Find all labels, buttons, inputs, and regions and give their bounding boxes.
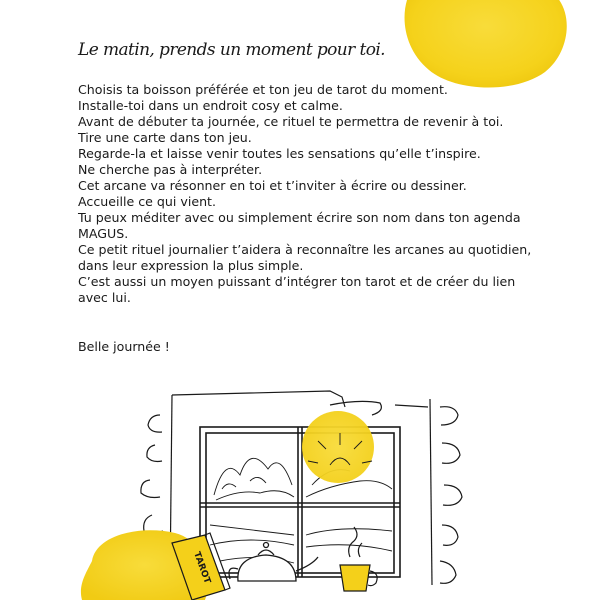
text-line: MAGUS.	[78, 226, 129, 241]
text-line: Tire une carte dans ton jeu.	[78, 130, 252, 145]
teapot	[229, 543, 318, 582]
text-line: Choisis ta boisson préférée et ton jeu de tarot du moment.	[78, 82, 448, 97]
yellow-watercolor-blob-top	[395, 0, 600, 95]
text-line: Avant de débuter ta journée, ce rituel te permettra de revenir à toi.	[78, 114, 504, 129]
text-line: Cet arcane va résonner en toi et t’inviter à écrire ou dessiner.	[78, 178, 467, 193]
yellow-sun-watercolor	[302, 411, 374, 483]
text-line: Ne cherche pas à interpréter.	[78, 162, 263, 177]
text-line: Accueille ce qui vient.	[78, 194, 216, 209]
window-illustration	[0, 385, 600, 600]
text-line: dans leur expression la plus simple.	[78, 258, 304, 273]
page-title: Le matin, prends un moment pour toi.	[78, 40, 385, 60]
book-label: TAROT	[191, 550, 212, 586]
text-line: Ce petit rituel journalier t’aidera à reconnaître les arcanes au quotidien,	[78, 242, 532, 257]
instructions-paragraph	[78, 82, 532, 306]
text-line: Regarde-la et laisse venir toutes les sensations qu’elle t’inspire.	[78, 146, 481, 161]
landscape-sketch	[210, 458, 392, 563]
closing-line: Belle journée !	[78, 339, 170, 354]
text-line: Tu peux méditer avec ou simplement écrire son nom dans ton agenda	[78, 210, 521, 225]
text-line: avec lui.	[78, 290, 131, 305]
text-line: C’est aussi un moyen puissant d’intégrer ton tarot et de créer du lien	[78, 274, 516, 289]
coffee-cup	[340, 527, 377, 591]
text-line: Installe-toi dans un endroit cosy et calme.	[78, 98, 343, 113]
